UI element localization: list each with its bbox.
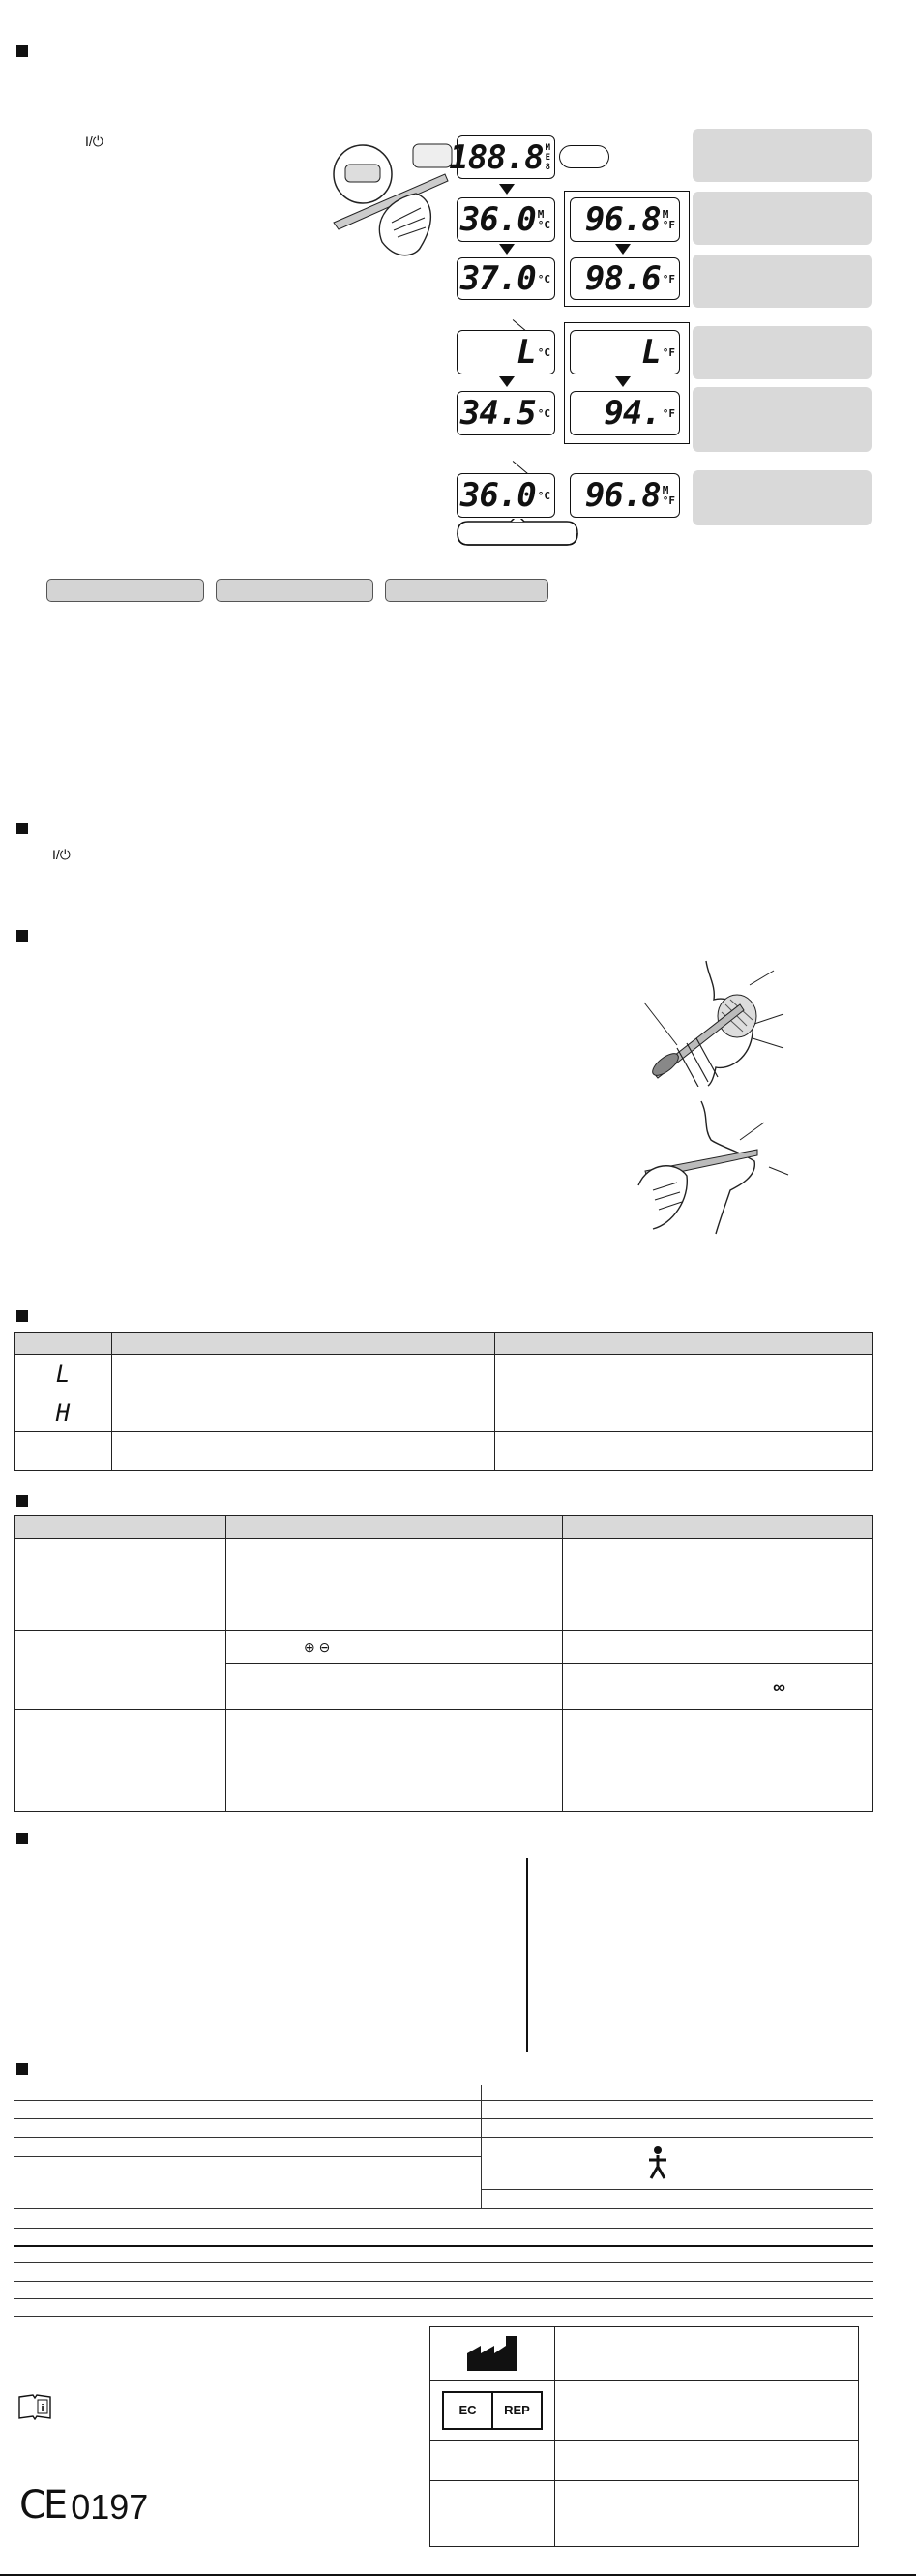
closed-mouth-illustration bbox=[634, 1093, 798, 1239]
battery-polarity-symbols: ⊕ ⊖ bbox=[226, 1631, 563, 1664]
read-manual-icon bbox=[17, 2393, 52, 2420]
battery-swap-icon: ∞ bbox=[563, 1664, 873, 1710]
spec-rule bbox=[14, 2100, 873, 2101]
lcd-last-c: 37.0 °C bbox=[457, 257, 555, 300]
spec-rule bbox=[482, 2189, 873, 2190]
down-arrow-icon bbox=[499, 184, 515, 195]
spec-rule bbox=[14, 2245, 873, 2247]
section-bullet bbox=[16, 1495, 28, 1507]
down-arrow-icon bbox=[615, 376, 631, 387]
lcd-low-c: L °C bbox=[457, 330, 555, 374]
step-note-box bbox=[693, 326, 872, 379]
notified-body-number: 0197 bbox=[71, 2487, 149, 2527]
error-symbol-high: H bbox=[15, 1393, 112, 1432]
manufacturer-icon bbox=[463, 2334, 521, 2373]
section-bullet bbox=[16, 930, 28, 942]
label-pill bbox=[216, 579, 373, 602]
section-bullet bbox=[16, 823, 28, 834]
lcd-all-segments: 188.8 M E 8 bbox=[457, 135, 555, 179]
label-pill bbox=[46, 579, 204, 602]
lcd-measuring-c: 34.5 °C bbox=[457, 391, 555, 435]
type-bf-applied-part-icon bbox=[646, 2145, 669, 2180]
down-arrow-icon bbox=[499, 376, 515, 387]
lcd-last-f: 98.6 °F bbox=[570, 257, 680, 300]
column-divider bbox=[526, 1858, 528, 2052]
error-symbol-low: L bbox=[15, 1355, 112, 1393]
callout-pill bbox=[559, 145, 609, 168]
lcd-memory-f: 96.8 M °F bbox=[570, 197, 680, 242]
troubleshooting-table bbox=[14, 1515, 873, 1812]
down-arrow-icon bbox=[615, 244, 631, 255]
section-bullet bbox=[16, 1833, 28, 1844]
section-bullet bbox=[16, 2063, 28, 2075]
oral-placement-illustration bbox=[638, 956, 793, 1087]
lcd-final-c: 36.0 °C bbox=[457, 473, 555, 518]
ce-logo: CE bbox=[19, 2483, 66, 2528]
step-note-box bbox=[693, 387, 872, 452]
spec-rule bbox=[14, 2262, 873, 2263]
symbols-table bbox=[429, 2326, 859, 2547]
lcd-memory-c: 36.0 M °C bbox=[457, 197, 555, 242]
power-button-symbol: I/⏻ bbox=[52, 847, 71, 862]
spec-rule bbox=[14, 2298, 873, 2299]
lcd-measuring-f: 94. °F bbox=[570, 391, 680, 435]
step-note-box bbox=[693, 129, 872, 182]
error-table bbox=[14, 1332, 873, 1471]
lcd-low-f: L °F bbox=[570, 330, 680, 374]
section-bullet bbox=[16, 1310, 28, 1322]
lcd-final-f: 96.8 M °F bbox=[570, 473, 680, 518]
bracket-pill bbox=[455, 519, 580, 548]
section-bullet bbox=[16, 45, 28, 57]
spec-rule bbox=[14, 2156, 482, 2157]
step-note-box bbox=[693, 255, 872, 308]
thermometer-hand-illustration bbox=[324, 131, 455, 266]
spec-rule bbox=[14, 2137, 873, 2138]
label-pill bbox=[385, 579, 548, 602]
spec-rule bbox=[14, 2228, 873, 2229]
ec-rep-icon: EC REP bbox=[442, 2391, 543, 2430]
spec-rule bbox=[14, 2316, 873, 2317]
down-arrow-icon bbox=[499, 244, 515, 255]
spec-rule bbox=[14, 2281, 873, 2282]
manual-info-glyph: i bbox=[41, 2403, 44, 2414]
error-symbol-blank bbox=[15, 1432, 112, 1471]
step-note-box bbox=[693, 470, 872, 525]
step-note-box bbox=[693, 192, 872, 245]
power-button-symbol: I/⏻ bbox=[85, 134, 103, 149]
ce-marking bbox=[19, 2483, 148, 2528]
spec-rule bbox=[14, 2208, 873, 2209]
spec-divider bbox=[481, 2085, 482, 2208]
spec-rule bbox=[14, 2118, 873, 2119]
